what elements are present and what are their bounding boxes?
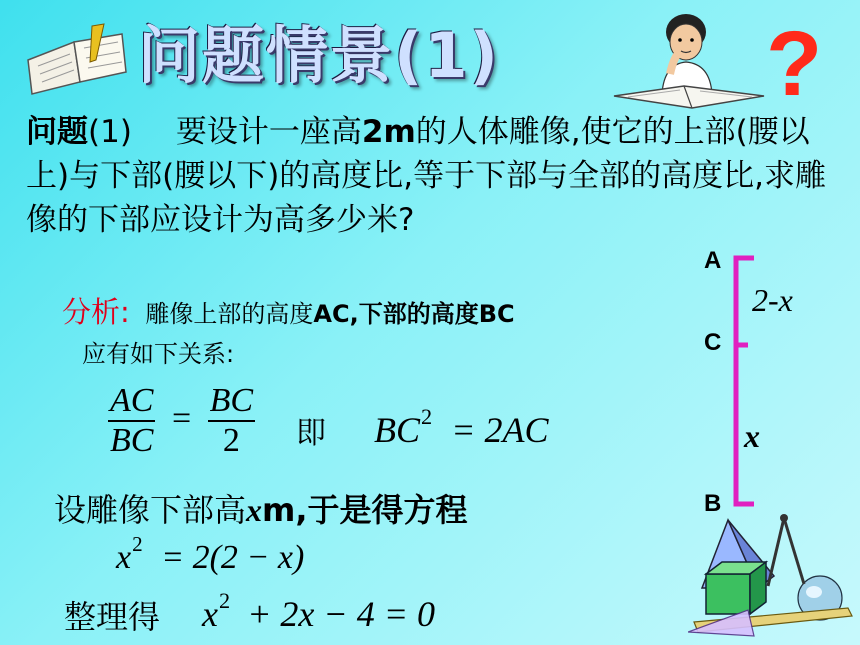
upper-length-label: 2-x bbox=[752, 282, 793, 318]
bc-squared-equation bbox=[374, 404, 548, 451]
eq2-exponent: 2 bbox=[421, 404, 433, 429]
setup-variable: x bbox=[246, 492, 263, 528]
point-a-label: A bbox=[704, 247, 722, 274]
analysis-ac: AC bbox=[313, 300, 350, 328]
problem-height: 2m bbox=[361, 114, 416, 150]
eq3-rhs: = 2(2 − x) bbox=[161, 538, 305, 576]
eq4-rhs: + 2x − 4 = 0 bbox=[247, 593, 435, 634]
problem-label: 问题 bbox=[26, 114, 88, 150]
thinking-student-icon bbox=[604, 4, 774, 116]
equation-x-squared bbox=[116, 532, 304, 577]
setup-sentence bbox=[54, 485, 468, 531]
analysis-label: 分析: bbox=[62, 295, 130, 329]
setup-text-b: m,于是得方程 bbox=[262, 491, 468, 529]
problem-text-post: 的人体雕像,使它的上部(腰以上)与下部(腰以下)的高度比,等于下部与全部的高度比,求雕像的下部应设计为高多少米? bbox=[26, 114, 826, 238]
analysis-line1-a: 雕像上部的高度 bbox=[145, 300, 314, 328]
problem-statement bbox=[26, 110, 846, 242]
point-b-label: B bbox=[704, 490, 722, 517]
fraction-denominator-bc: BC bbox=[110, 422, 154, 459]
question-mark: ? bbox=[766, 13, 823, 115]
eq4-exponent: 2 bbox=[218, 588, 231, 613]
setup-text-a: 设雕像下部高 bbox=[54, 491, 247, 529]
eq2-rhs: = 2AC bbox=[451, 409, 549, 450]
eq3-base: x bbox=[116, 538, 132, 576]
eq3-exponent: 2 bbox=[132, 532, 143, 556]
fraction-numerator-ac: AC bbox=[108, 382, 155, 422]
point-c-label: C bbox=[704, 329, 722, 356]
analysis-bc: BC bbox=[478, 300, 515, 328]
quadratic-equation bbox=[202, 588, 435, 635]
problem-number: (1) bbox=[88, 114, 132, 150]
analysis-block bbox=[62, 292, 515, 374]
geometry-tools-icon bbox=[688, 512, 856, 642]
ji-label: 即 bbox=[296, 416, 326, 451]
slide-title: 问题情景(1) bbox=[138, 19, 500, 92]
problem-text-pre: 要设计一座高 bbox=[175, 114, 362, 150]
eq2-base: BC bbox=[374, 409, 421, 450]
equals-sign: = bbox=[171, 399, 192, 437]
lower-length-label: x bbox=[744, 418, 760, 454]
analysis-line1-c: ,下部的高度 bbox=[349, 300, 479, 328]
book-icon bbox=[22, 20, 132, 98]
ratio-equation bbox=[108, 382, 255, 460]
eq4-base: x bbox=[202, 593, 218, 634]
analysis-line2: 应有如下关系: bbox=[82, 340, 235, 368]
zhengli-label: 整理得 bbox=[64, 598, 161, 636]
fraction-denominator-2: 2 bbox=[222, 422, 240, 459]
fraction-numerator-bc: BC bbox=[208, 382, 255, 422]
